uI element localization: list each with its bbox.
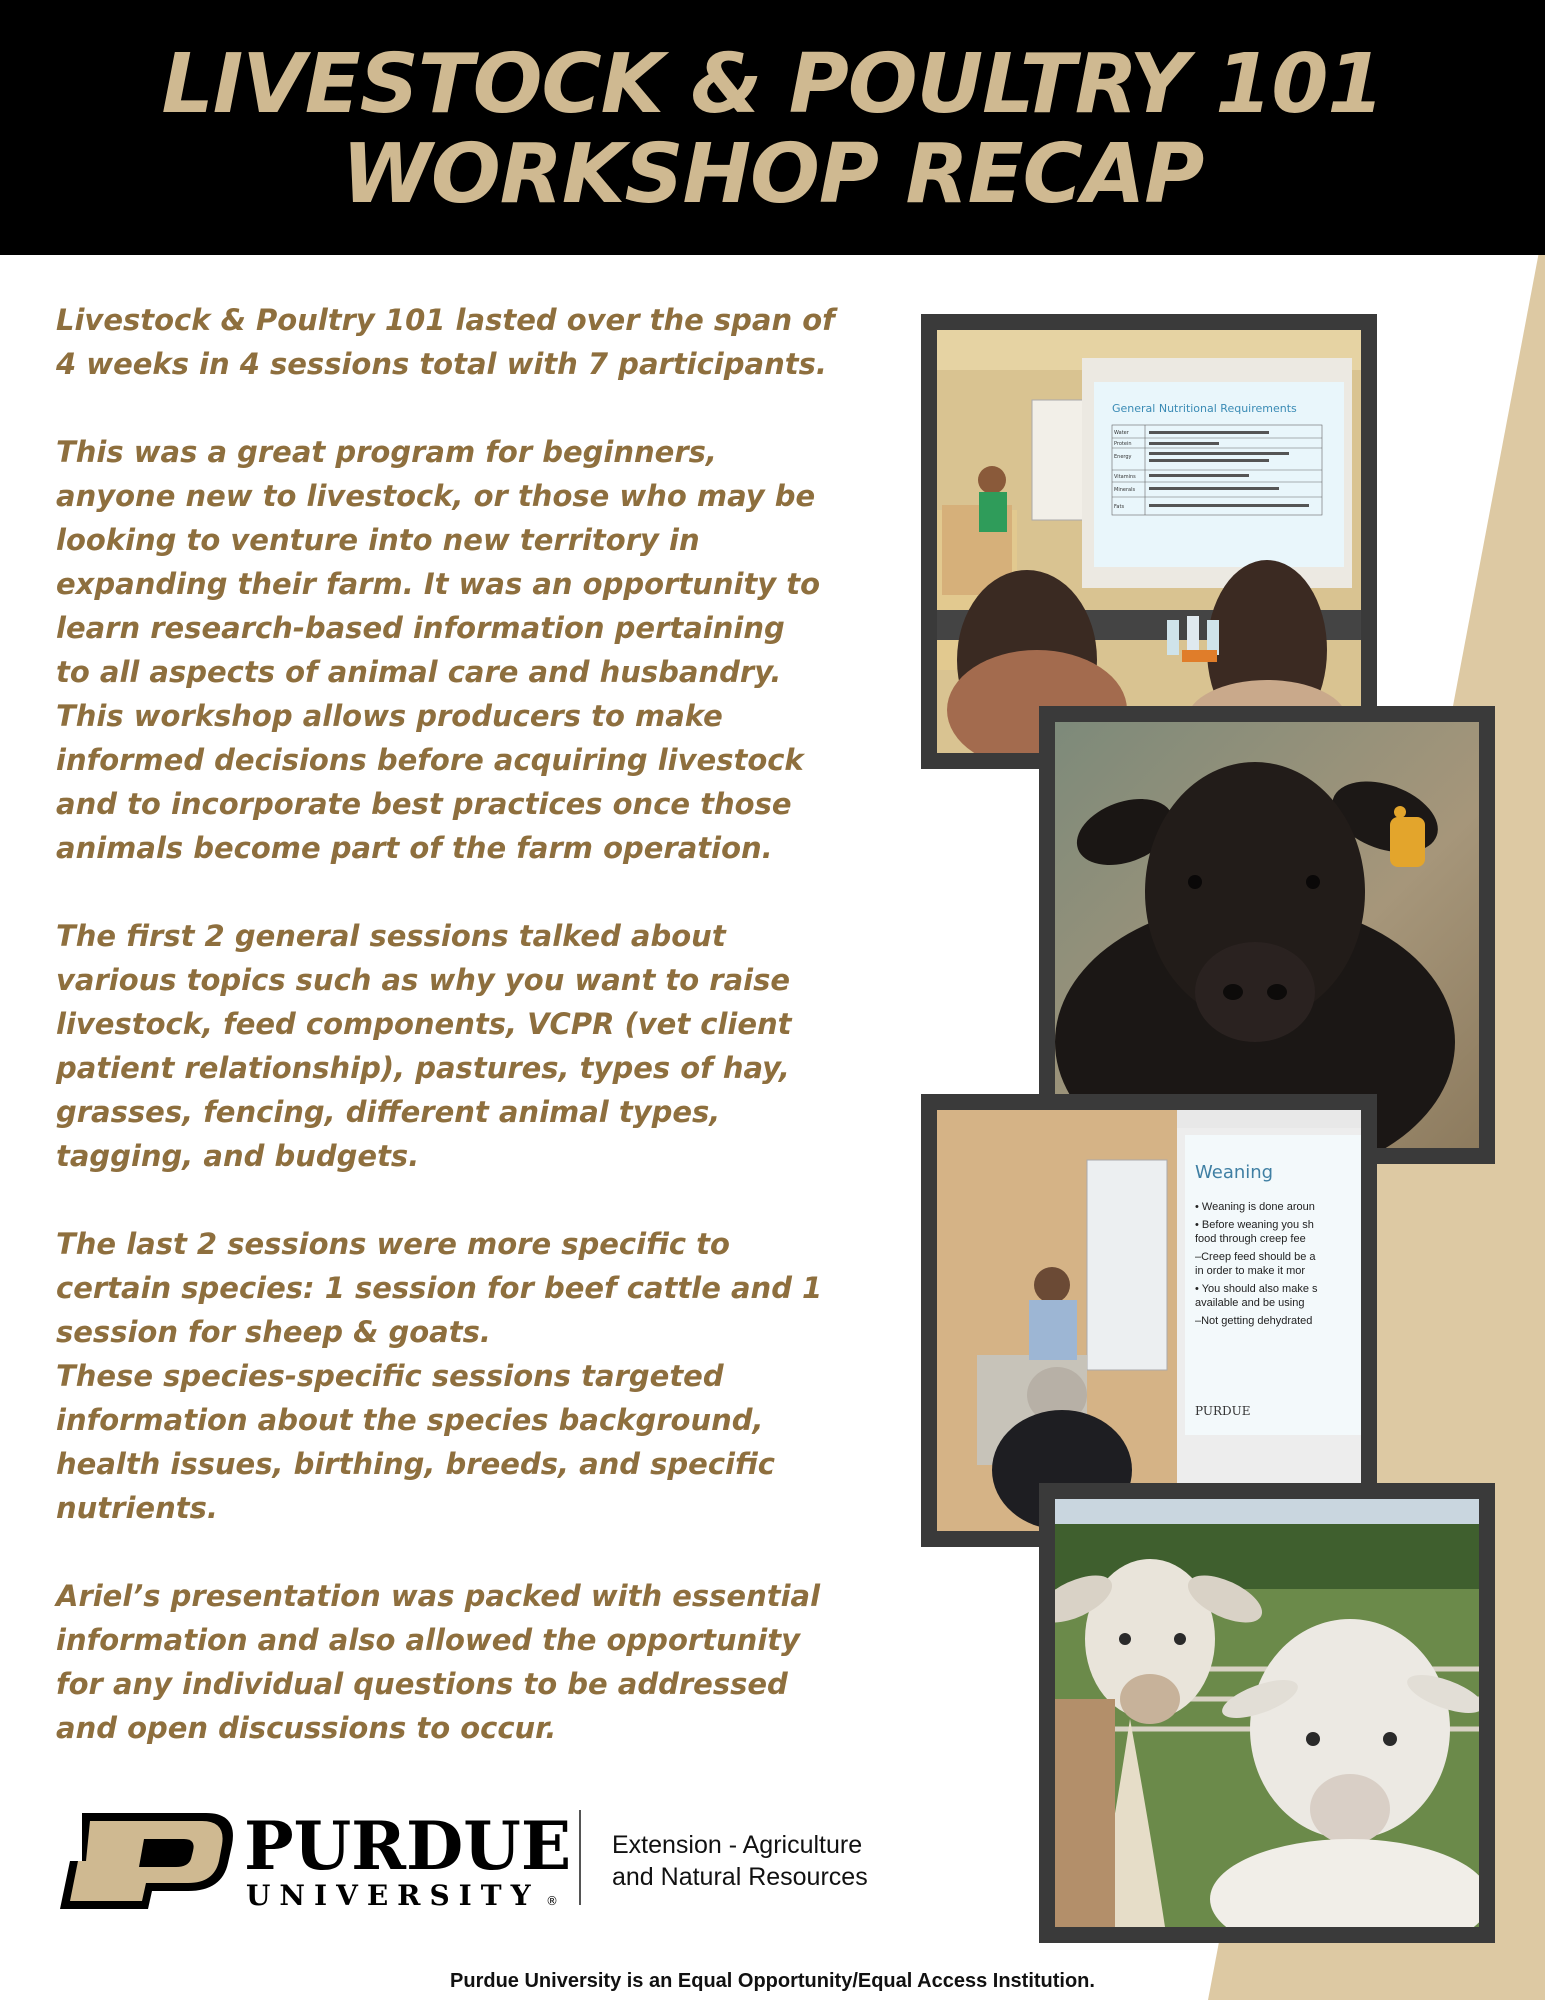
slide1-row-protein: Protein	[1114, 441, 1132, 447]
footer-equal-opportunity: Purdue University is an Equal Opportunity/Equal Access Institution.	[450, 1970, 1095, 1992]
purdue-wordmark: PURDUE	[244, 1807, 572, 1885]
goat-sheep-scene	[1055, 1499, 1479, 1927]
university-wordmark: UNIVERSITY	[246, 1879, 540, 1912]
dept-line-1: Extension - Agriculture	[612, 1831, 863, 1859]
weaning-scene	[937, 1110, 1361, 1531]
dept-line-2: and Natural Resources	[612, 1863, 868, 1891]
slide2-line-6: • You should also make s	[1195, 1283, 1318, 1295]
slide2-title: Weaning	[1195, 1162, 1274, 1183]
slide2-line-4: –Creep feed should be a	[1195, 1251, 1316, 1263]
paragraph-summary: Livestock & Poultry 101 lasted over the span of 4 weeks in 4 sessions total with 7 participants.	[56, 303, 835, 381]
slide2-line-8: –Not getting dehydrated	[1195, 1315, 1313, 1327]
title-line-1: LIVESTOCK & POULTRY 101	[161, 37, 1384, 132]
header-banner	[0, 0, 1545, 255]
paragraph-program: This was a great program for beginners, anyone new to livestock, or those who may be looking to venture into new territory in expanding their farm. It was an opportunity to learn research-based information pertaining to all aspects of animal care and husbandry. This workshop allows producers to make informed decisions before acquiring livestock and to incorporate best practices once those animals become part of the farm operation.	[56, 435, 821, 865]
photo-goat-and-sheep	[1039, 1483, 1495, 1943]
slide1-row-vitamins: Vitamins	[1114, 474, 1136, 480]
slide1-row-water: Water	[1114, 430, 1129, 436]
slide1-title: General Nutritional Requirements	[1112, 402, 1297, 415]
purdue-logo	[56, 1805, 876, 1915]
paragraph-general-sessions: The first 2 general sessions talked about various topics such as why you want to raise livestock, feed components, VCPR (vet client patient relationship), pastures, types of hay, grasses, fencing, different animal types, tagging, and budgets.	[56, 919, 792, 1173]
slide1-row-minerals: Minerals	[1114, 487, 1136, 493]
cow-scene	[1055, 722, 1479, 1148]
purdue-p-icon	[60, 1813, 233, 1909]
slide2-line-2: • Before weaning you sh	[1195, 1219, 1314, 1231]
slide2-line-5: in order to make it mor	[1195, 1265, 1306, 1277]
slide1-row-fats: Fats	[1114, 504, 1125, 510]
paragraph-species-sessions: The last 2 sessions were more specific to certain species: 1 session for beef cattle and 1 session for sheep & goats. These species-specific sessions targeted information about the species background, health issues, birthing, breeds, and specific nutrients.	[56, 1227, 823, 1525]
registered-mark: ®	[546, 1894, 558, 1908]
photo-classroom-weaning	[921, 1094, 1377, 1547]
paragraph-presentation: Ariel’s presentation was packed with essential information and also allowed the opportunity for any individual questions to be addressed and open discussions to occur.	[56, 1579, 821, 1745]
slide1-row-energy: Energy	[1114, 454, 1132, 460]
slide2-line-7: available and be using	[1195, 1297, 1305, 1309]
classroom-scene	[937, 330, 1361, 753]
title-line-2: WORKSHOP RECAP	[341, 127, 1204, 222]
logo-divider	[579, 1810, 581, 1905]
slide2-line-1: • Weaning is done aroun	[1195, 1201, 1315, 1213]
body-text	[56, 298, 876, 1794]
page-title	[0, 37, 1545, 222]
slide2-line-3: food through creep fee	[1195, 1233, 1306, 1245]
photo-classroom-nutrition	[921, 314, 1377, 769]
slide2-logo: PURDUE	[1195, 1404, 1251, 1418]
purdue-logo-block	[56, 1805, 876, 1915]
